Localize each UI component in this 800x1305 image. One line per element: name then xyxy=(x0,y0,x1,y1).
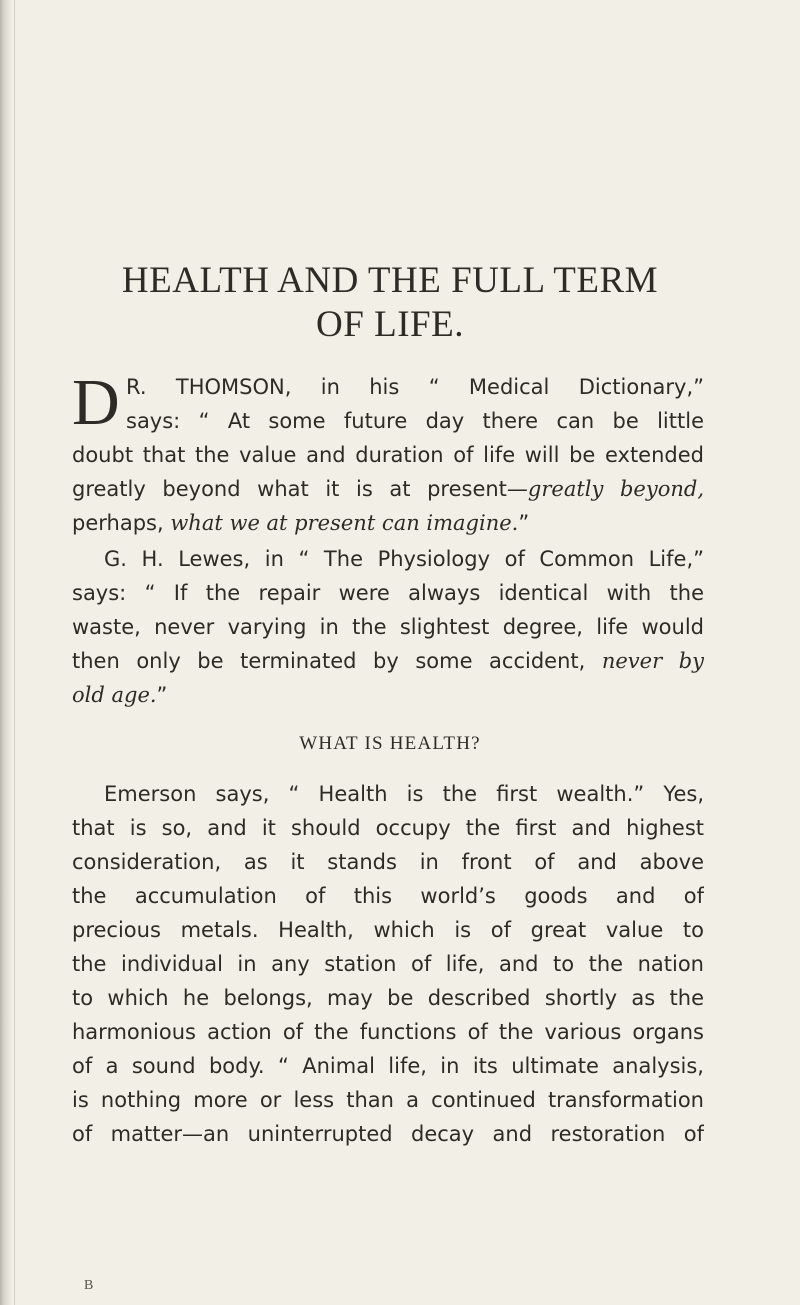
section-heading: WHAT IS HEALTH? xyxy=(299,733,481,754)
text-run: is nothing more or less than a continued transformation xyxy=(72,1088,704,1112)
paragraph-line xyxy=(104,543,704,575)
paragraph-line xyxy=(72,812,704,844)
paragraph-line xyxy=(72,914,704,946)
italic-text-run: never by xyxy=(601,649,704,673)
text-run: then only be terminated by some accident, xyxy=(72,649,602,673)
text-run: R. THOMSON, in his “ Medical Dictionary,” xyxy=(126,375,704,399)
paragraph-line xyxy=(104,778,704,810)
text-run: Emerson says, “ Health is the first wealth.” Yes, xyxy=(104,782,704,806)
paragraph-line xyxy=(126,371,704,403)
text-run: the individual in any station of life, and to the nation xyxy=(72,952,704,976)
text-run: that is so, and it should occupy the first and highest xyxy=(72,816,704,840)
text-run: says: “ At some future day there can be little xyxy=(126,409,704,433)
paragraph-line xyxy=(72,679,704,711)
page-binding-shadow xyxy=(0,0,12,1305)
text-run: ” xyxy=(156,683,168,707)
paragraph-line xyxy=(72,473,704,505)
text-run: to which he belongs, may be described shortly as the xyxy=(72,986,704,1010)
chapter-title-line-2: OF LIFE. xyxy=(316,304,464,345)
italic-text-run: greatly beyond, xyxy=(527,477,704,501)
text-run: consideration, as it stands in front of and above xyxy=(72,850,704,874)
paragraph-line xyxy=(72,645,704,677)
paragraph-line xyxy=(72,507,704,539)
paragraph-line xyxy=(72,611,704,643)
paragraph-line xyxy=(72,577,704,609)
paragraph-line xyxy=(72,1118,704,1150)
italic-text-run: what we at present can imagine. xyxy=(170,511,519,535)
text-run: ” xyxy=(518,511,530,535)
text-run: the accumulation of this world’s goods and of xyxy=(72,884,704,908)
paragraph-line xyxy=(126,405,704,437)
paragraph-line xyxy=(72,880,704,912)
paragraph-line xyxy=(72,1050,704,1082)
paragraph-line xyxy=(72,846,704,878)
text-run: says: “ If the repair were always identical with the xyxy=(72,581,704,605)
text-run: doubt that the value and duration of life will be extended xyxy=(72,443,704,467)
italic-text-run: old age. xyxy=(72,683,157,707)
text-run: G. H. Lewes, in “ The Physiology of Common Life,” xyxy=(104,547,704,571)
text-run: of a sound body. “ Animal life, in its ultimate analysis, xyxy=(72,1054,704,1078)
text-run: of matter—an uninterrupted decay and restoration of xyxy=(72,1122,704,1146)
paragraph-line xyxy=(72,439,704,471)
text-run: harmonious action of the functions of the various organs xyxy=(72,1020,704,1044)
page-edge-line xyxy=(14,0,15,1305)
text-run: perhaps, xyxy=(72,511,171,535)
text-run: precious metals. Health, which is of great value to xyxy=(72,918,704,942)
chapter-title-line-1: HEALTH AND THE FULL TERM xyxy=(121,260,659,301)
paragraph-line xyxy=(72,1084,704,1116)
drop-cap: D xyxy=(72,366,120,439)
printer-signature-mark: B xyxy=(84,1278,94,1293)
text-run: waste, never varying in the slightest degree, life would xyxy=(72,615,704,639)
paragraph-line xyxy=(72,1016,704,1048)
text-run: greatly beyond what it is at present— xyxy=(72,477,528,501)
paragraph-line xyxy=(72,948,704,980)
paragraph-line xyxy=(72,982,704,1014)
